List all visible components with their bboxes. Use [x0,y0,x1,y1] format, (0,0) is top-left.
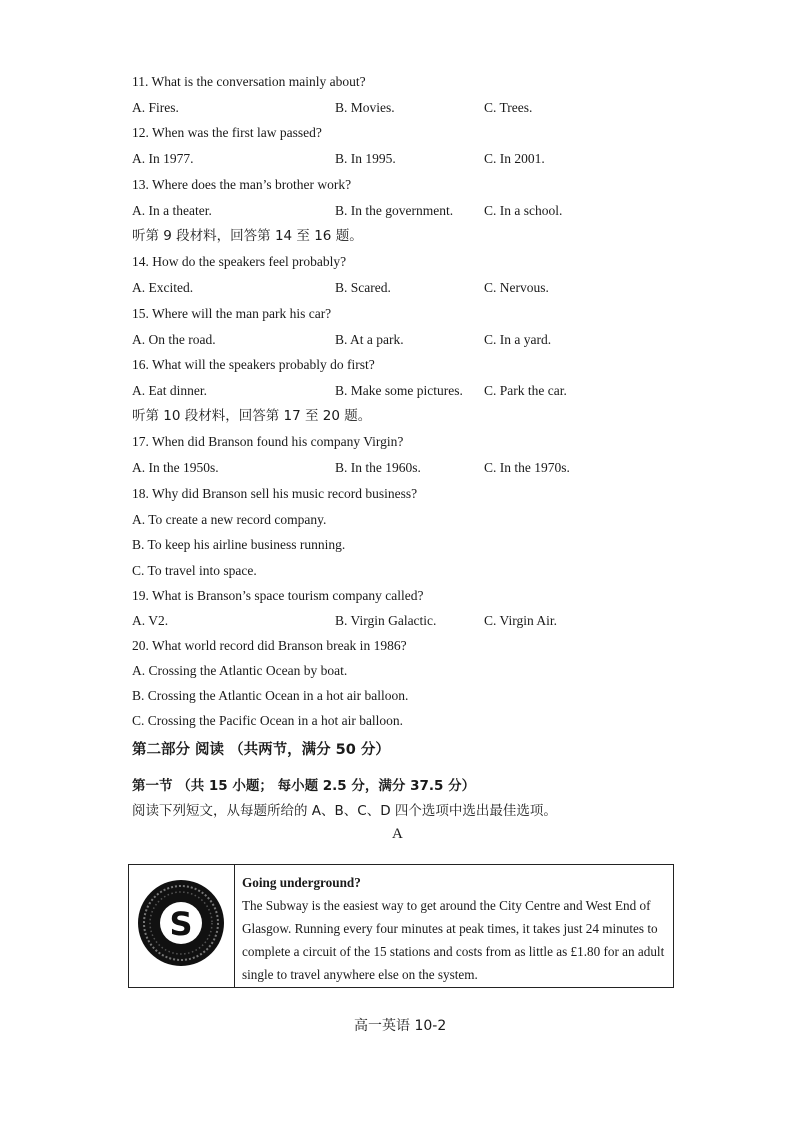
listening-instruction-10: 听第 10 段材料，回答第 17 至 20 题。 [132,408,372,424]
option-b: B. Scared. [335,280,391,295]
question-20-option-b: B. Crossing the Atlantic Ocean in a hot air balloon. [132,688,409,703]
option-c: C. Nervous. [484,280,549,295]
option-b: B. Movies. [335,100,395,115]
option-a: A. On the road. [132,332,216,347]
question-18-option-c: C. To travel into space. [132,563,257,578]
option-c: C. In 2001. [484,151,545,166]
reading-instructions: 阅读下列短文，从每题所给的 A、B、C、D 四个选项中选出最佳选项。 [132,803,557,819]
option-b: B. In the 1960s. [335,460,421,475]
option-a: A. In the 1950s. [132,460,219,475]
option-c: C. In a school. [484,203,563,218]
question-20: 20. What world record did Branson break in 1986? [132,638,407,653]
option-a: A. Fires. [132,100,179,115]
option-a: A. In 1977. [132,151,194,166]
question-17: 17. When did Branson found his company Virgin? [132,434,404,449]
listening-instruction-9: 听第 9 段材料，回答第 14 至 16 题。 [132,228,363,244]
option-a: A. Eat dinner. [132,383,207,398]
option-c: C. In a yard. [484,332,552,347]
subway-line-1: The Subway is the easiest way to get around the City Centre and West End of [242,898,651,913]
subway-line-3: complete a circuit of the 15 stations and costs from as little as £1.80 for an adult [242,944,665,959]
passage-label: A [392,826,403,842]
question-20-option-c: C. Crossing the Pacific Ocean in a hot air balloon. [132,713,404,728]
subway-logo-letter: S [169,905,193,943]
option-a: A. V2. [132,613,169,628]
option-b: B. Virgin Galactic. [335,613,437,628]
question-18: 18. Why did Branson sell his music record business? [132,486,418,501]
option-c: C. Park the car. [484,383,567,398]
part-two-title: 第二部分 阅读 （共两节，满分 50 分） [132,742,390,758]
subway-title: Going underground? [242,875,361,890]
option-b: B. Make some pictures. [335,383,463,398]
question-15: 15. Where will the man park his car? [132,306,332,321]
option-a: A. Excited. [132,280,194,295]
option-c: C. Trees. [484,100,533,115]
question-19: 19. What is Branson’s space tourism company called? [132,588,424,603]
question-14: 14. How do the speakers feel probably? [132,254,347,269]
question-12: 12. When was the first law passed? [132,125,322,140]
question-16: 16. What will the speakers probably do first? [132,357,375,372]
section-one-title: 第一节 （共 15 小题； 每小题 2.5 分，满分 37.5 分） [132,778,476,794]
question-13: 13. Where does the man’s brother work? [132,177,352,192]
subway-line-2: Glasgow. Running every four minutes at peak times, it takes just 24 minutes to [242,921,658,936]
subway-logo-icon [129,865,233,986]
subway-logo-cell [129,865,235,987]
option-c: C. Virgin Air. [484,613,557,628]
option-b: B. At a park. [335,332,404,347]
subway-info-box [128,864,674,988]
subway-line-4: single to travel anywhere else on the system. [242,967,478,982]
question-20-option-a: A. Crossing the Atlantic Ocean by boat. [132,663,348,678]
option-c: C. In the 1970s. [484,460,570,475]
question-11: 11. What is the conversation mainly about? [132,74,366,89]
page-footer: 高一英语 10-2 [354,1018,447,1034]
option-b: B. In 1995. [335,151,396,166]
option-b: B. In the government. [335,203,454,218]
subway-description [242,871,668,986]
question-18-option-b: B. To keep his airline business running. [132,537,346,552]
question-18-option-a: A. To create a new record company. [132,512,327,527]
option-a: A. In a theater. [132,203,212,218]
